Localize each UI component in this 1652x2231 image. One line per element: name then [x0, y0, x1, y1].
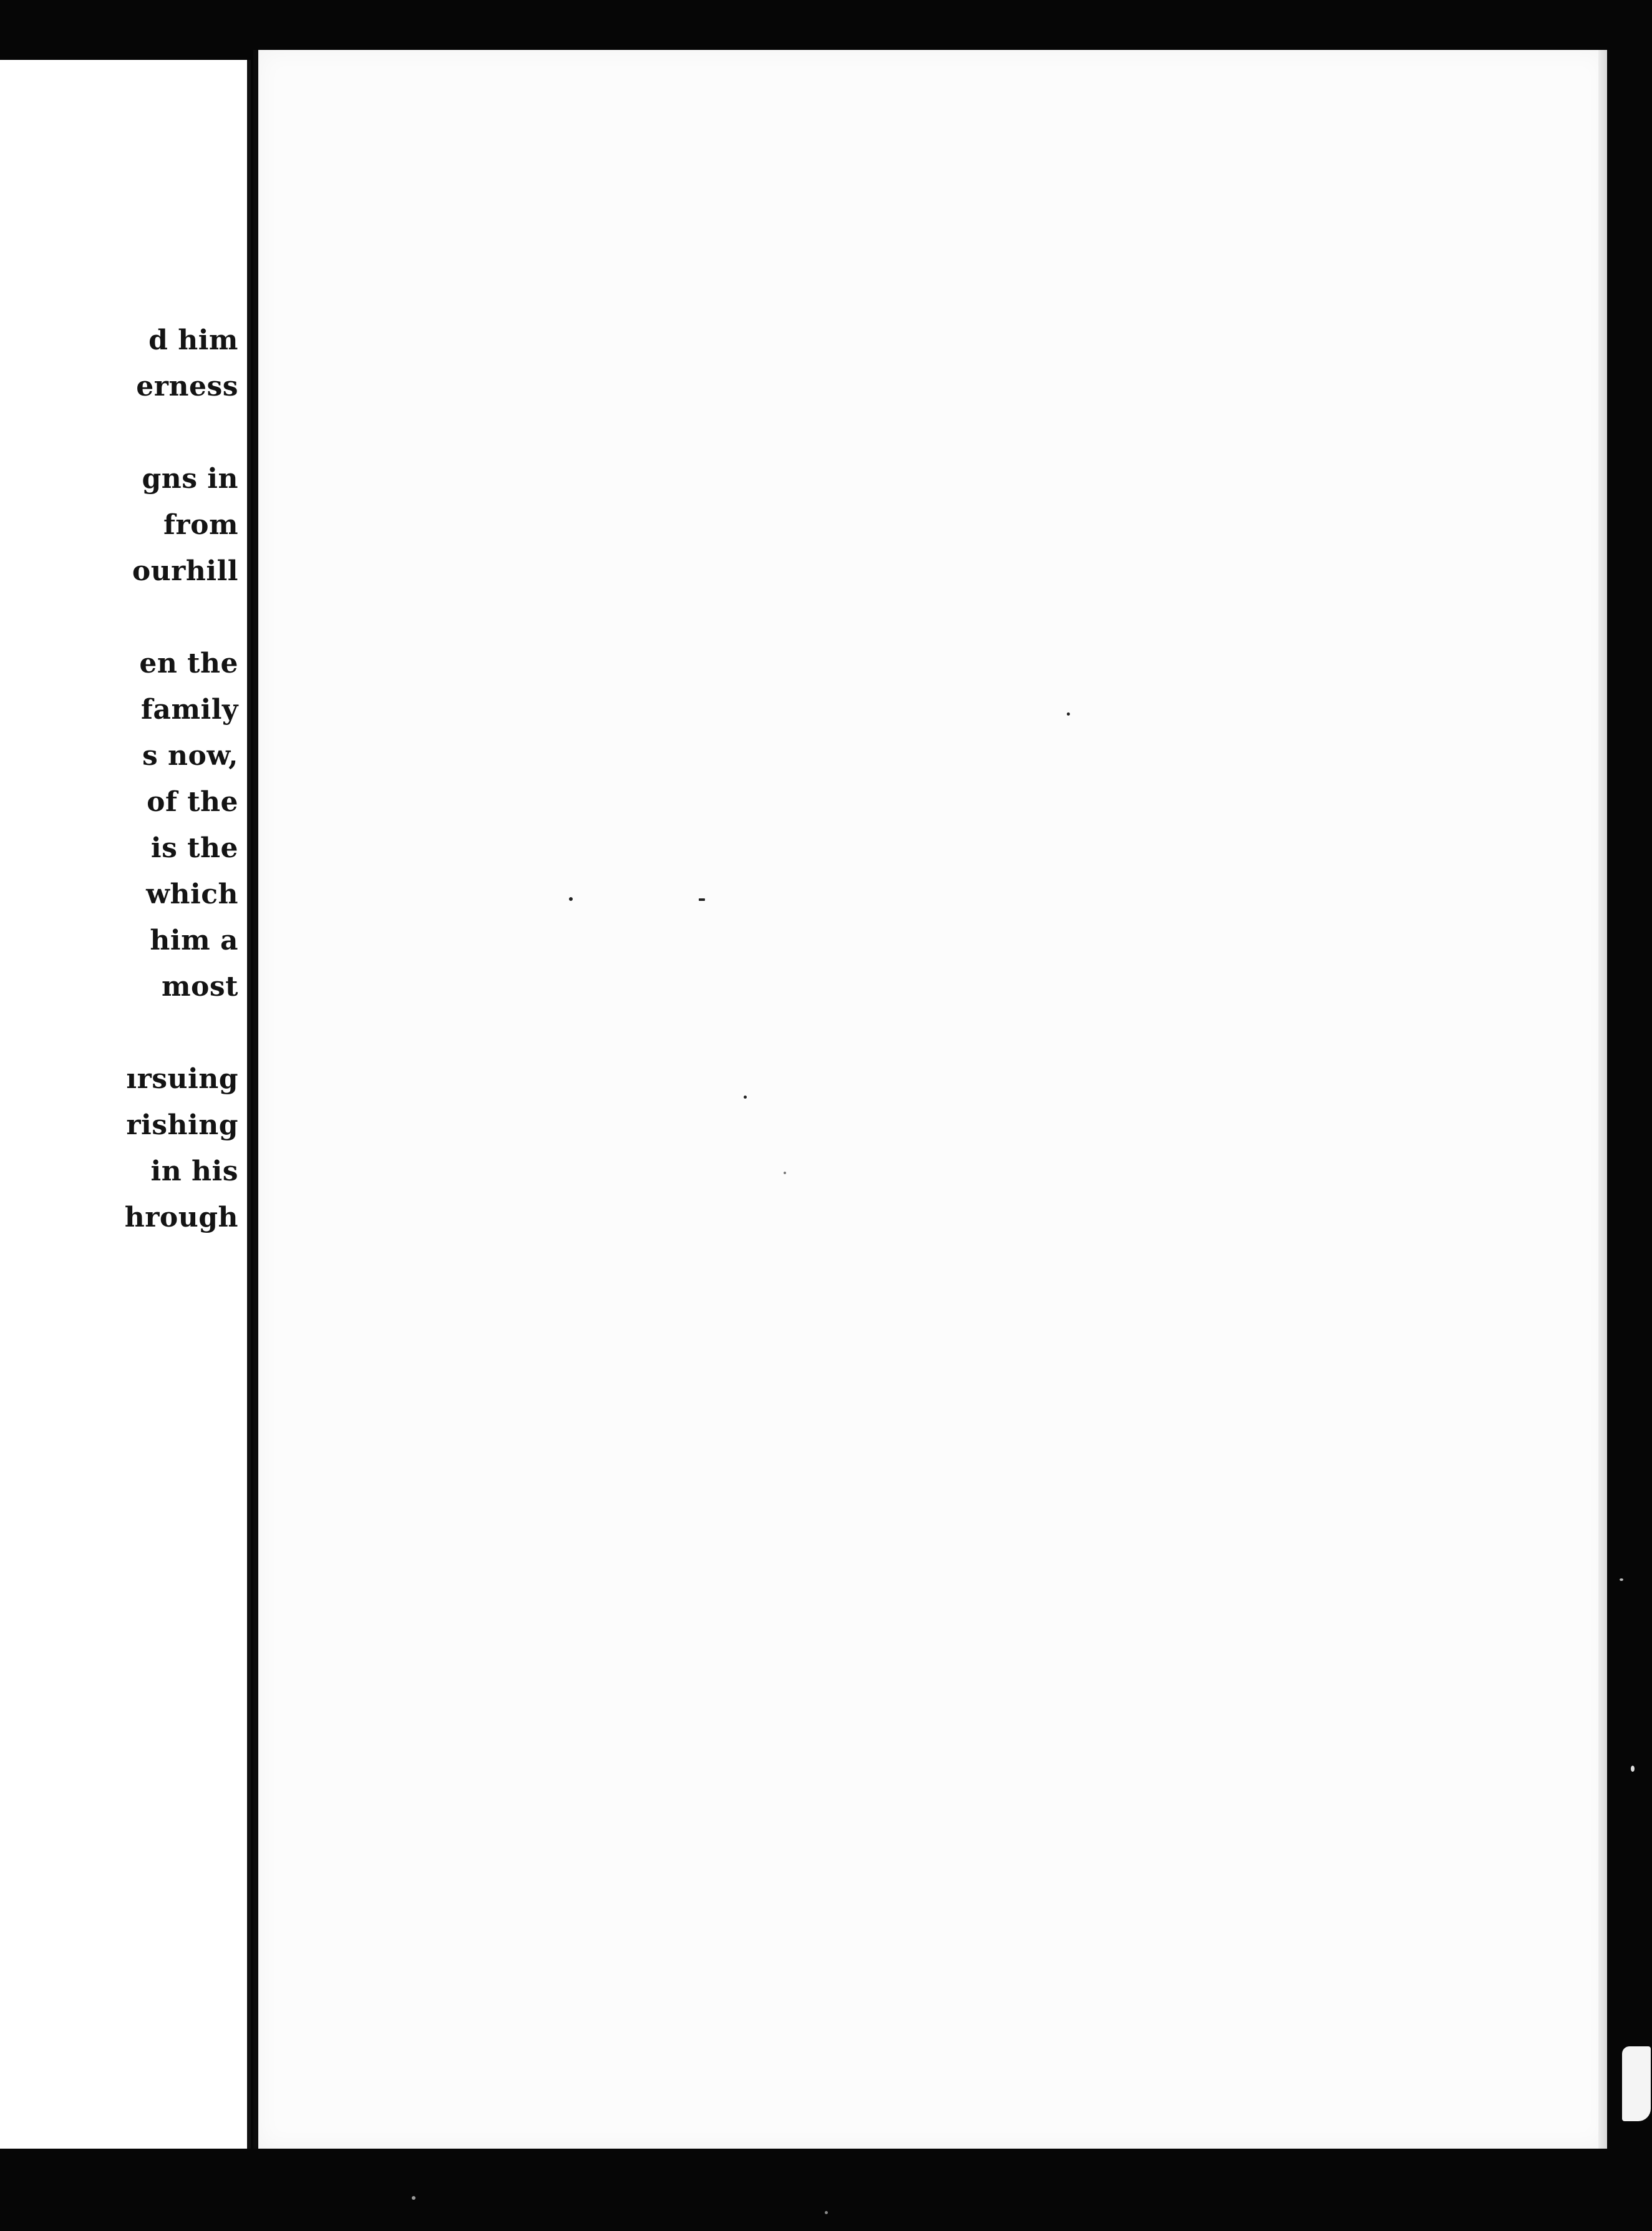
dust-speck [784, 1172, 786, 1174]
text-line: ırsuing [126, 1063, 238, 1095]
text-line: most [162, 971, 238, 1003]
dust-speck [825, 2211, 828, 2214]
text-line: rishing [126, 1109, 238, 1141]
left-page [0, 60, 251, 2149]
text-line: erness [136, 371, 238, 402]
text-line: gns in [142, 463, 238, 495]
dust-speck [569, 897, 573, 901]
text-line: family [141, 694, 238, 726]
dust-speck [1620, 1578, 1623, 1581]
paper-fragment [1622, 2046, 1651, 2121]
dust-speck [412, 2196, 415, 2200]
page-edge [1598, 50, 1607, 2149]
text-line: in his [150, 1155, 238, 1187]
dust-speck [1067, 712, 1070, 716]
text-line: which [146, 878, 238, 910]
text-line: him a [150, 925, 238, 956]
dust-speck [1631, 1766, 1635, 1772]
text-line: d him [148, 324, 238, 356]
dust-speck [744, 1096, 747, 1099]
text-line: ourhill [132, 555, 238, 587]
text-line: s now, [142, 740, 238, 772]
dust-speck [699, 898, 705, 901]
right-page [253, 50, 1607, 2149]
text-line: en the [139, 648, 238, 679]
text-line: from [163, 509, 238, 541]
text-line: of the [147, 786, 238, 818]
text-line: is the [150, 832, 238, 864]
text-line: hrough [124, 1202, 238, 1233]
